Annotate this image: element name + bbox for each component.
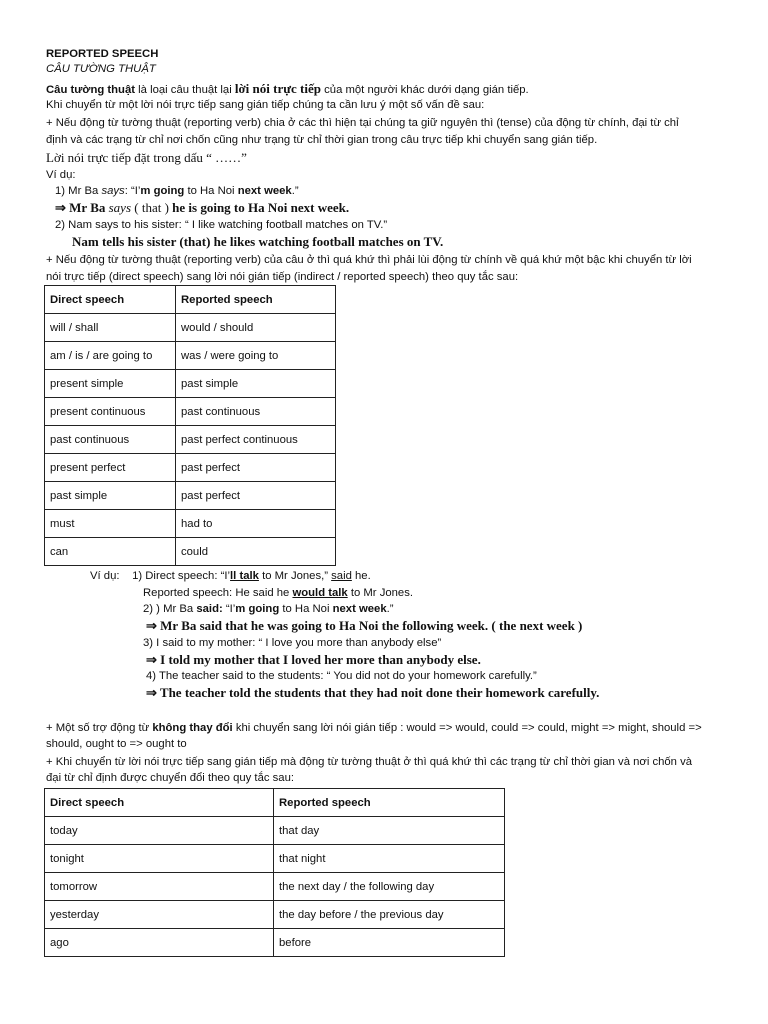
ex1-week: next week <box>237 185 292 197</box>
table-cell: tomorrow <box>45 873 274 901</box>
rule1-line-1: + Nếu động từ tường thuật (reporting verb) chia ở các thì hiện tại chúng ta giữ nguyên thì (tense) của động từ chính, đại từ chỉ <box>46 117 679 129</box>
intro-text: là loại câu thuật lại <box>135 84 235 96</box>
intro-line-2: Khi chuyển từ một lời nói trực tiếp sang gián tiếp chúng ta cần lưu ý một số vấn đề sau: <box>46 99 485 111</box>
ex4-c: to Ha Noi <box>279 603 333 615</box>
ex4-a: 2) ) Mr Ba <box>143 603 197 615</box>
table-row <box>45 426 336 454</box>
example-4-reported: ⇒ Mr Ba said that he was going to Ha Noi the following week. ( the next week ) <box>146 618 583 633</box>
example-4 <box>143 602 394 616</box>
table-cell: will / shall <box>45 314 176 342</box>
rule3-unchanged: không thay đổi <box>152 722 233 734</box>
rule3-a: + Một số trợ động từ <box>46 722 153 734</box>
tense-table <box>44 285 336 566</box>
table-row <box>45 454 336 482</box>
intro-text-end: của một người khác dưới dạng gián tiếp. <box>321 84 529 96</box>
ex4-d: .” <box>386 603 394 615</box>
table-row <box>45 845 505 873</box>
table-cell: tonight <box>45 845 274 873</box>
ex1-says: says <box>101 185 125 197</box>
example-3 <box>90 569 371 583</box>
example-6-reported: ⇒ The teacher told the students that they had noit done their homework carefully. <box>146 685 600 700</box>
ex3r-b: to Mr Jones. <box>347 587 413 599</box>
ex1r-arrow: ⇒ Mr Ba <box>55 200 109 215</box>
ex1-mid: to Ha Noi <box>184 185 238 197</box>
table-row <box>45 398 336 426</box>
table-cell: the next day / the following day <box>274 873 505 901</box>
table-cell: past perfect <box>176 454 336 482</box>
table-cell: can <box>45 538 176 566</box>
table-cell: was / were going to <box>176 342 336 370</box>
table-header-row <box>45 286 336 314</box>
table-cell: past perfect continuous <box>176 426 336 454</box>
adverb-table <box>44 788 505 957</box>
ex2r-b: he likes <box>213 234 256 249</box>
table-cell: present continuous <box>45 398 176 426</box>
table-cell: present simple <box>45 370 176 398</box>
table-header-row <box>45 789 505 817</box>
table-row <box>45 901 505 929</box>
ex1r-week: next week. <box>290 200 350 215</box>
rule1-line-3: Lời nói trực tiếp đặt trong dấu “ ……” <box>46 150 247 165</box>
table-cell: that day <box>274 817 505 845</box>
rule3-line-2: should, ought to => ought to <box>46 738 187 750</box>
rule2-line-1: + Nếu động từ tường thuật (reporting verb) của câu ở thì quá khứ thì phải lùi động từ chính về quá khứ một bậc khi chuyển từ lời <box>46 254 692 266</box>
table-cell: past perfect <box>176 482 336 510</box>
table-cell: the day before / the previous day <box>274 901 505 929</box>
rule4-line-1: + Khi chuyển từ lời nói trực tiếp sang gián tiếp mà động từ tường thuật ở thì quá khứ thì các trạng từ chỉ thời gian và nơi chốn và <box>46 756 693 768</box>
example-1 <box>55 184 299 198</box>
doc-subtitle: CÂU TƯỜNG THUẬT <box>46 63 156 75</box>
table-row <box>45 314 336 342</box>
table-cell: that night <box>274 845 505 873</box>
example-2: 2) Nam says to his sister: “ I like watching football matches on TV.” <box>55 219 388 231</box>
rule3-c: khi chuyển sang lời nói gián tiếp : would => would, could => could, might => might, should => <box>232 722 702 734</box>
intro-line-1 <box>46 82 529 97</box>
ex1-num: 1) Mr Ba <box>55 185 102 197</box>
rule1-line-2: định và các trạng từ chỉ nơi chốn cũng như trạng từ chỉ thời gian trong câu trực tiếp khi chuyển sang gián tiếp. <box>46 134 598 146</box>
col-reported-speech: Reported speech <box>274 789 505 817</box>
ex3r-a: Reported speech: He said he <box>143 587 293 599</box>
example-label: Ví dụ: <box>46 169 76 181</box>
example-5-reported: ⇒ I told my mother that I loved her more than anybody else. <box>146 652 481 667</box>
table-row <box>45 482 336 510</box>
ex4-said: said: <box>196 603 223 615</box>
ex1-end: .” <box>291 185 299 197</box>
table-cell: present perfect <box>45 454 176 482</box>
ex1r-says: says <box>108 200 132 215</box>
ex3-b: to Mr Jones,” <box>258 570 332 582</box>
col-direct-speech: Direct speech <box>45 789 274 817</box>
ex1-going: m going <box>140 185 185 197</box>
ex1r-that: ( that ) <box>131 200 173 215</box>
table-row <box>45 817 505 845</box>
example-5: 3) I said to my mother: “ I love you more than anybody else” <box>143 637 442 649</box>
table-row <box>45 342 336 370</box>
table-row <box>45 538 336 566</box>
table-cell: today <box>45 817 274 845</box>
col-direct-speech: Direct speech <box>45 286 176 314</box>
ex4-week: next week <box>332 603 387 615</box>
ex2r-a: Nam tells his sister (that) <box>72 234 214 249</box>
ex3r-would: would talk <box>292 587 348 599</box>
ex4-going: m going <box>235 603 280 615</box>
ex1-colon: : “I’ <box>124 185 141 197</box>
table-cell: before <box>274 929 505 957</box>
table-cell: yesterday <box>45 901 274 929</box>
example-6: 4) The teacher said to the students: “ You did not do your homework carefully.” <box>146 670 537 682</box>
intro-direct-speech: lời nói trực tiếp <box>234 81 321 96</box>
ex3-a: 1) Direct speech: “I’ <box>132 570 231 582</box>
rule3-line-1 <box>46 721 702 735</box>
table-cell: past continuous <box>176 398 336 426</box>
intro-term: Câu tường thuật <box>46 84 136 96</box>
ex3-label: Ví dụ: <box>90 570 120 582</box>
table-cell: past continuous <box>45 426 176 454</box>
table-cell: must <box>45 510 176 538</box>
col-reported-speech: Reported speech <box>176 286 336 314</box>
example-2-reported <box>72 235 443 249</box>
table-row <box>45 873 505 901</box>
ex3-talk: ll talk <box>230 570 259 582</box>
ex3-c: he. <box>351 570 371 582</box>
table-cell: am / is / are going to <box>45 342 176 370</box>
example-3-reported <box>143 586 413 600</box>
rule2-line-2: nói trực tiếp (direct speech) sang lời nói gián tiếp (indirect / reported speech) theo quy tắc sau: <box>46 271 519 283</box>
ex2r-c: watching football matches on TV. <box>255 234 444 249</box>
ex4-b: “I’ <box>222 603 236 615</box>
ex3-said: said <box>331 570 352 582</box>
table-row <box>45 370 336 398</box>
doc-title: REPORTED SPEECH <box>46 48 159 60</box>
table-cell: past simple <box>176 370 336 398</box>
ex1r-rest: he is going to Ha Noi <box>172 200 291 215</box>
table-cell: could <box>176 538 336 566</box>
table-row <box>45 510 336 538</box>
table-cell: would / should <box>176 314 336 342</box>
rule4-line-2: đại từ chỉ định được chuyển đổi theo quy tắc sau: <box>46 772 294 784</box>
table-cell: ago <box>45 929 274 957</box>
example-1-reported <box>55 201 349 215</box>
table-cell: had to <box>176 510 336 538</box>
table-cell: past simple <box>45 482 176 510</box>
table-row <box>45 929 505 957</box>
